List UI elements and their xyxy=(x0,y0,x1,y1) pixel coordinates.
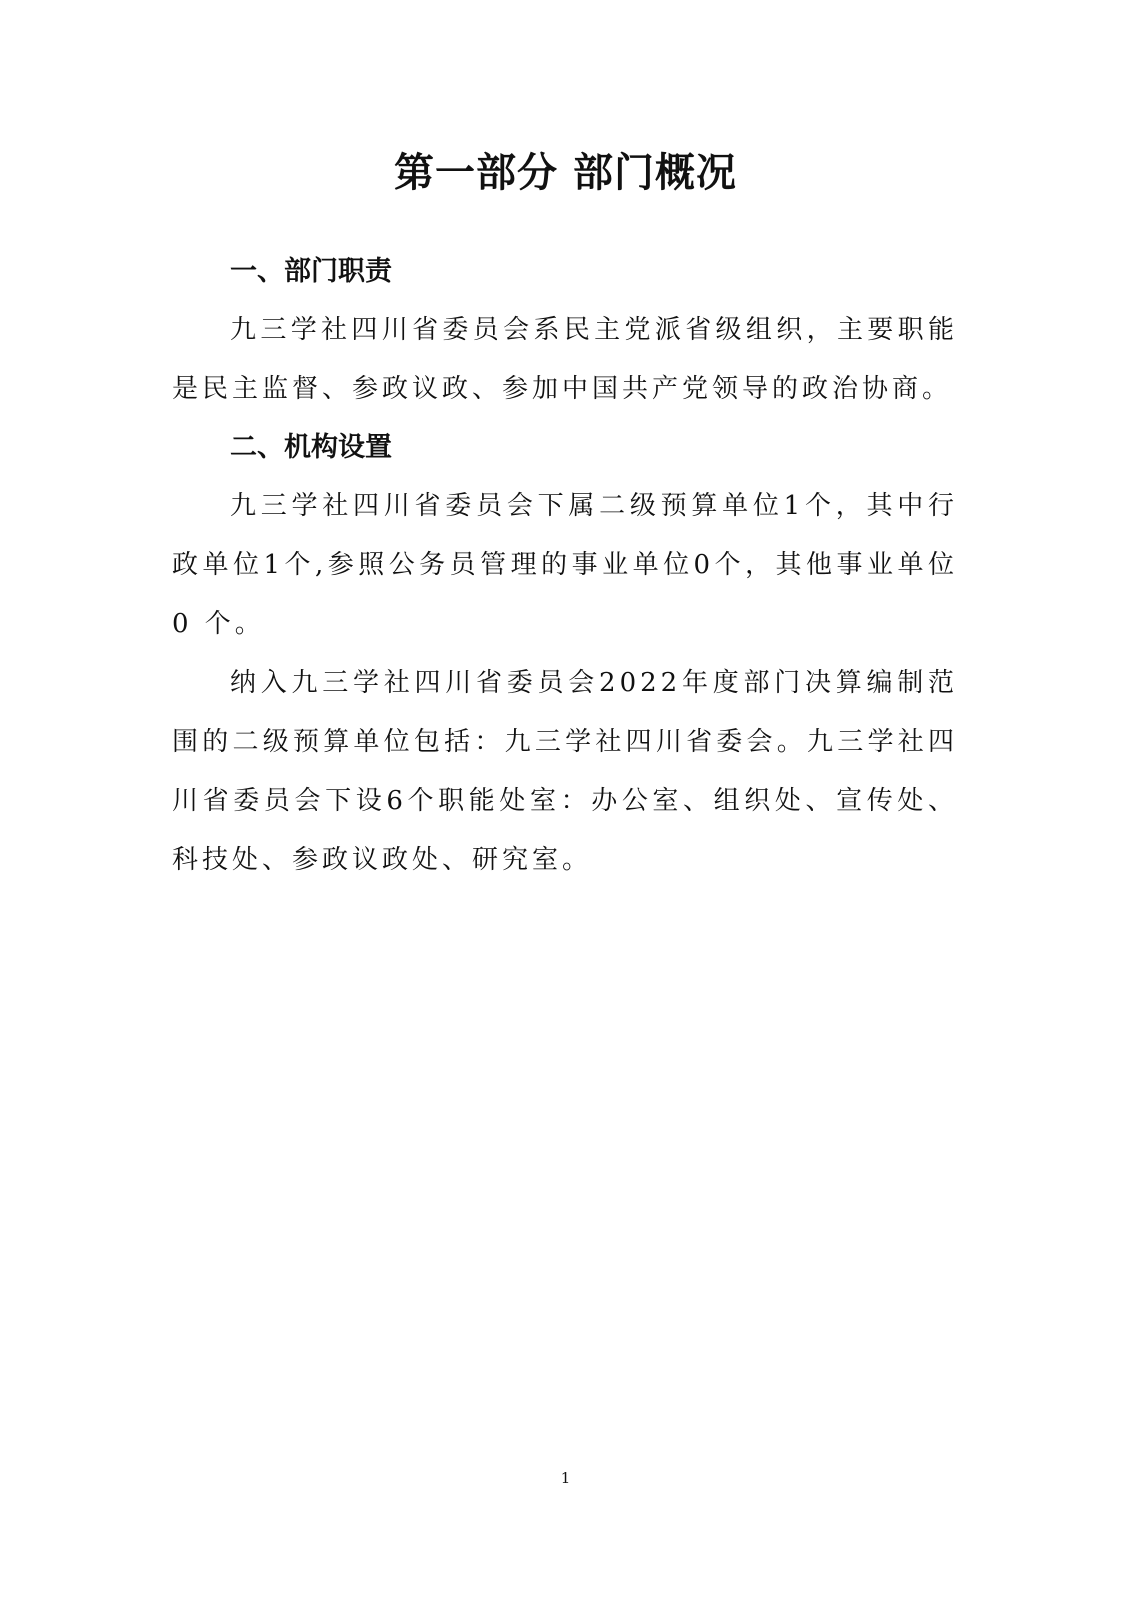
page-number: 1 xyxy=(560,1469,571,1487)
paragraph-structure-scope: 纳入九三学社四川省委员会2022年度部门决算编制范围的二级预算单位包括：九三学社四川省委会。九三学社四川省委员会下设6个职能处室：办公室、组织处、宣传处、科技处、参政议政处、研究室。 xyxy=(172,668,958,875)
section-heading-duties: 一、部门职责 xyxy=(230,256,392,287)
paragraph-duties: 九三学社四川省委员会系民主党派省级组织，主要职能是民主监督、参政议政、参加中国共产党领导的政治协商。 xyxy=(172,315,958,404)
section-heading-structure: 二、机构设置 xyxy=(230,432,392,463)
document-body xyxy=(172,243,958,890)
paragraph-structure-units: 九三学社四川省委员会下属二级预算单位1个，其中行政单位1个,参照公务员管理的事业单位0个，其他事业单位 0 个。 xyxy=(172,491,958,639)
page-title: 第一部分 部门概况 xyxy=(394,150,737,196)
